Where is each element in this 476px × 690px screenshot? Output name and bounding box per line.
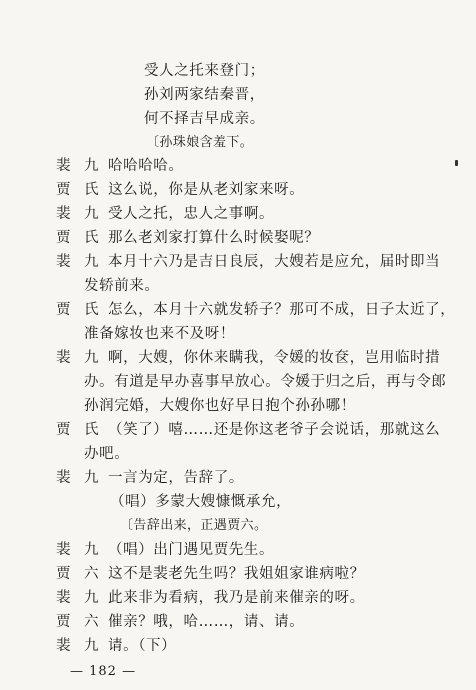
stage-direction: 〔告辞出来，正遇贾六。 [120,518,268,533]
dialogue-line: 本月十六乃是吉日良辰，大嫂若是应允，届时即当 [108,254,441,270]
speaker-label: 裴 九 [56,470,100,486]
verse-line: 受人之托来登门； [144,63,265,79]
dialogue-line: 请。（下） [108,638,177,654]
verse-line: 何不择吉早成亲。 [144,111,265,127]
speaker-label: 贾 氏 [56,422,100,438]
speaker-label: 裴 九 [56,638,100,654]
speaker-label: 裴 九 [56,350,100,366]
dialogue-line: （唱）出门遇见贾先生。 [108,542,275,558]
speaker-label: 贾 六 [56,566,100,582]
dialogue-line: 办吧。 [84,446,130,462]
dialogue-line: 啊，大嫂，你休来瞒我，令媛的妆奁，岂用临时措 [108,350,441,366]
dialogue-line: 此来非为看病，我乃是前来催亲的呀。 [108,590,365,606]
speaker-label: 贾 六 [56,614,100,630]
speaker-label: 裴 九 [56,590,100,606]
speaker-label: 裴 九 [56,206,100,222]
dialogue-line: 受人之托，忠人之事啊。 [108,206,275,222]
dialogue-line: 办。有道是早办喜事早放心。令媛于归之后，再与令郎 [84,374,447,390]
speaker-label: 裴 九 [56,158,100,174]
speaker-label: 贾 氏 [56,230,100,246]
speaker-label: 裴 九 [56,542,100,558]
dialogue-line: 发轿前来。 [84,278,160,294]
dialogue-line: 这不是裴老先生吗？我姐姐家谁病啦？ [108,566,365,582]
dialogue-line: 怎么，本月十六就发轿子？那可不成，日子太近了， [108,302,456,318]
dialogue-line: 这么说，你是从老刘家来呀。 [108,182,305,198]
dialogue-line: 哈哈哈哈。 [108,158,184,174]
dialogue-line: 一言为定，告辞了。 [108,470,244,486]
stage-direction: 〔孙珠娘含羞下。 [146,135,254,150]
dialogue-line: 那么老刘家打算什么时候娶呢？ [108,230,320,246]
margin-mark [455,160,458,166]
speaker-label: 贾 氏 [56,302,100,318]
verse-line: 孙刘两家结秦晋， [144,87,265,103]
dialogue-line: （笑了）嘻……还是你这老爷子会说话，那就这么 [108,422,441,438]
dialogue-line: 孙润完婚，大嫂你也好早日抱个孙孙哪！ [84,398,356,414]
speaker-label: 裴 九 [56,254,100,270]
dialogue-line: 催亲？哦，哈……，请、请。 [108,614,305,630]
sung-line: （唱）多蒙大嫂慷慨承允， [110,494,292,510]
dialogue-line: 准备嫁妆也来不及呀！ [84,326,235,342]
speaker-label: 贾 氏 [56,182,100,198]
page-number: — 182 — [70,664,137,679]
